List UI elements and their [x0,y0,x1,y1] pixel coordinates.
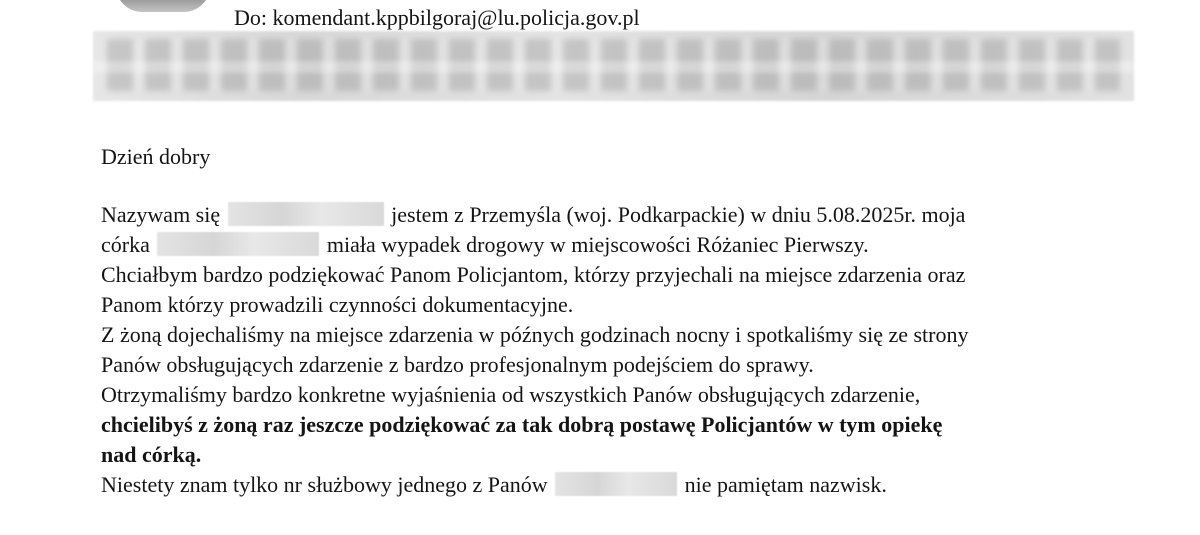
letter-line: Panów obsługujących zdarzenie z bardzo profesjonalnym podejściem do sprawy. [101,352,814,377]
letter-line: Panom którzy prowadzili czynności dokumentacyjne. [101,292,574,317]
redacted-name-1 [228,202,384,226]
redacted-service-number [555,472,677,496]
letter-line [101,200,1146,230]
text-segment: Niestety znam tylko nr służbowy jednego z Panów [101,472,548,497]
letter-line-bold: nad córką. [101,442,202,467]
recipient-line: Do: komendant.kppbilgoraj@lu.policja.gov.pl [234,5,640,30]
redacted-header-band [93,31,1134,101]
letter-paragraph [101,200,1146,500]
letter-line: Z żoną dojechaliśmy na miejsce zdarzenia w późnych godzinach nocny i spotkaliśmy się ze strony [101,322,969,347]
letter-body [101,142,1146,500]
letter-line [101,470,1146,500]
letter-line: Chciałbym bardzo podziękować Panom Policjantom, którzy przyjechali na miejsce zdarzenia oraz [101,262,966,287]
letter-line-bold: chcielibyś z żoną raz jeszcze podziękować za tak dobrą postawę Policjantów w tym opiekę [101,412,943,437]
text-segment: miała wypadek drogowy w miejscowości Różaniec Pierwszy. [326,232,869,257]
letter-line [101,230,1146,260]
text-segment: nie pamiętam nazwisk. [684,472,887,497]
text-segment: Nazywam się [101,202,221,227]
text-segment: córka [101,232,150,257]
greeting: Dzień dobry [101,144,211,169]
sender-avatar-fragment [116,0,210,12]
redacted-name-2 [157,232,319,256]
letter-line: Otrzymaliśmy bardzo konkretne wyjaśnienia od wszystkich Panów obsługujących zdarzenie, [101,382,921,407]
text-segment: jestem z Przemyśla (woj. Podkarpackie) w dniu 5.08.2025r. moja [391,202,966,227]
